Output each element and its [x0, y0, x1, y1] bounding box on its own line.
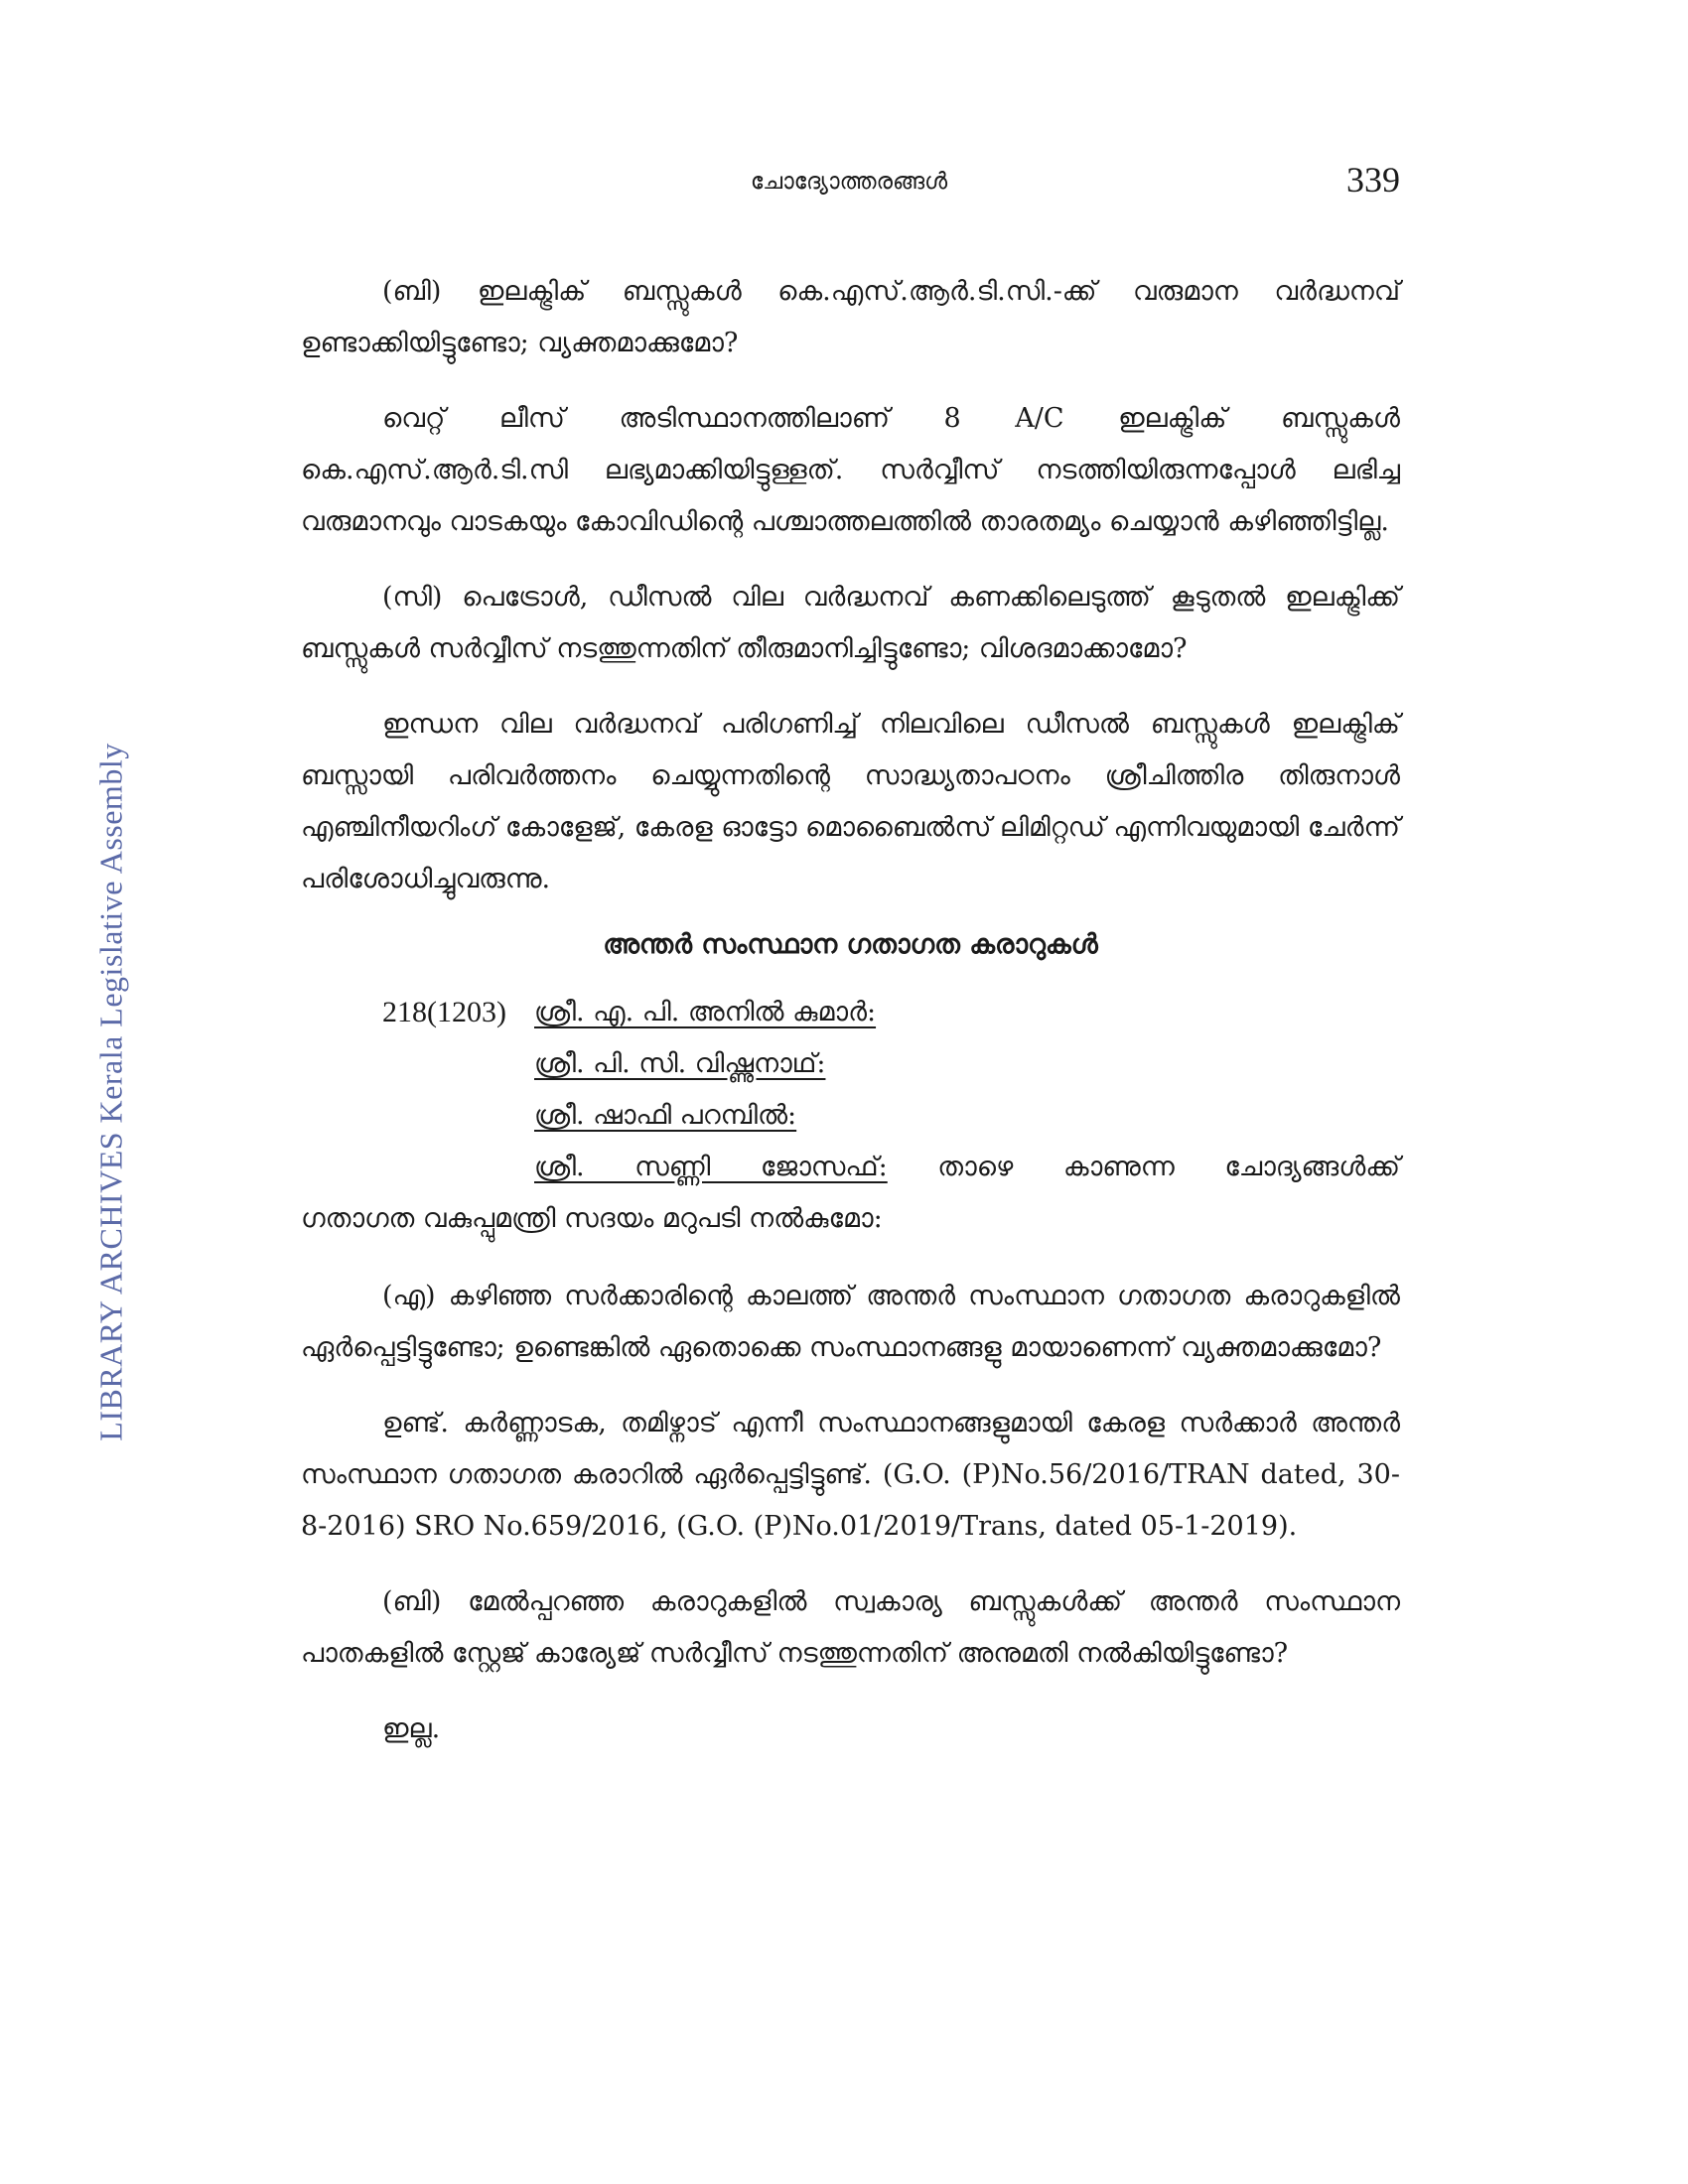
question-member-line-4 — [301, 1142, 1400, 1193]
page-number: 339 — [1346, 160, 1400, 200]
answer-b-no: ഇല്ല. — [382, 1713, 441, 1744]
answer-a-karnataka-tamilnadu: ഉണ്ട്. കർണ്ണാടക, തമിഴ്നാട് എന്നീ സംസ്ഥാനങ്ങളുമായി കേരള സർക്കാർ അന്തർ സംസ്ഥാന ഗതാഗത കരാറിൽ ഏർപ്പെട്ടിട്ടുണ്ട്. (G.O. (P)No.56/2016/TRAN dated, 30-8-2016) SRO No.659/2016, (G.O. (P)No.01/2019/Trans, dated 05-1-2019). — [301, 1408, 1400, 1542]
running-title: ചോദ്യോത്തരങ്ങൾ — [750, 169, 948, 195]
question-member-line-1 — [301, 987, 1400, 1038]
question-b-electric-revenue: (ബി) ഇലക്ട്രിക് ബസ്സുകൾ കെ.എസ്.ആർ.ടി.സി.-ക്ക് വരുമാന വർദ്ധനവ് ഉണ്ടാക്കിയിട്ടുണ്ടോ; വ്യക്തമാക്കുമോ? — [301, 276, 1400, 358]
question-continuation: ഗതാഗത വകുപ്പുമന്ത്രി സദയം മറുപടി നൽകുമോ: — [301, 1203, 883, 1234]
question-member-line-2 — [301, 1038, 1400, 1090]
question-member-line-3 — [301, 1090, 1400, 1142]
question-lead-text: താഴെ കാണുന്ന ചോദ്യങ്ങൾക്ക് — [937, 1152, 1401, 1182]
answer-c-conversion-study: ഇന്ധന വില വർദ്ധനവ് പരിഗണിച്ച് നിലവിലെ ഡീസൽ ബസ്സുകൾ ഇലക്ട്രിക് ബസ്സായി പരിവർത്തനം ചെയ്യുന്നതിന്റെ സാദ്ധ്യതാപഠനം ശ്രീചിത്തിര തിരുനാൾ എഞ്ചിനീയറിംഗ് കോളേജ്, കേരള ഓട്ടോ മൊബൈൽസ് ലിമിറ്റഡ് എന്നിവയുമായി ചേർന്ന് പരിശോധിച്ചുവരുന്നു. — [301, 709, 1400, 894]
question-b-private-buses: (ബി) മേൽപ്പറഞ്ഞ കരാറുകളിൽ സ്വകാര്യ ബസ്സുകൾക്ക് അന്തർ സംസ്ഥാന പാതകളിൽ സ്റ്റേജ് കാര്യേജ് സർവ്വീസ് നടത്തുന്നതിന് അനുമതി നൽകിയിട്ടുണ്ടോ? — [301, 1586, 1400, 1669]
question-c-more-electric-buses: (സി) പെട്രോൾ, ഡീസൽ വില വർദ്ധനവ് കണക്കിലെടുത്ത് കൂടുതൽ ഇലക്ട്രിക്ക് ബസ്സുകൾ സർവ്വീസ് നടത്തുന്നതിന് തീരുമാനിച്ചിട്ടുണ്ടോ; വിശദമാക്കാമോ? — [301, 582, 1400, 664]
watermark-text: LIBRARY ARCHIVES Kerala Legislative Assembly — [92, 743, 129, 1441]
page-header — [298, 159, 1400, 205]
question-number: 218(1203) — [382, 996, 506, 1028]
member-name: ശ്രീ. എ. പി. അനിൽ കുമാർ: — [534, 997, 877, 1027]
document-body — [301, 266, 1400, 1779]
question-a-interstate-agreements: (എ) കഴിഞ്ഞ സർക്കാരിന്റെ കാലത്ത് അന്തർ സംസ്ഥാന ഗതാഗത കരാറുകളിൽ ഏർപ്പെട്ടിട്ടുണ്ടോ; ഉണ്ടെങ്കിൽ ഏതൊക്കെ സംസ്ഥാനങ്ങളു മായാണെന്ന് വ്യക്തമാക്കുമോ? — [301, 1281, 1400, 1363]
member-name: ശ്രീ. പി. സി. വിഷ്ണുനാഥ്: — [534, 1048, 826, 1079]
section-heading: അന്തർ സംസ്ഥാന ഗതാഗത കരാറുകൾ — [603, 929, 1098, 960]
question-block — [301, 987, 1400, 1245]
answer-b-wet-lease: വെറ്റ് ലീസ് അടിസ്ഥാനത്തിലാണ് 8 A/C ഇലക്ട്രിക് ബസ്സുകൾ കെ.എസ്.ആർ.ടി.സി ലഭ്യമാക്കിയിട്ടുള്ളത്. സർവ്വീസ് നടത്തിയിരുന്നപ്പോൾ ലഭിച്ച വരുമാനവും വാടകയും കോവിഡിന്റെ പശ്ചാത്തലത്തിൽ താരതമ്യം ചെയ്യാൻ കഴിഞ്ഞിട്ടില്ല. — [301, 403, 1400, 537]
member-name: ശ്രീ. ഷാഫി പറമ്പിൽ: — [534, 1100, 797, 1131]
member-name: ശ്രീ. സണ്ണി ജോസഫ്: — [534, 1152, 888, 1182]
